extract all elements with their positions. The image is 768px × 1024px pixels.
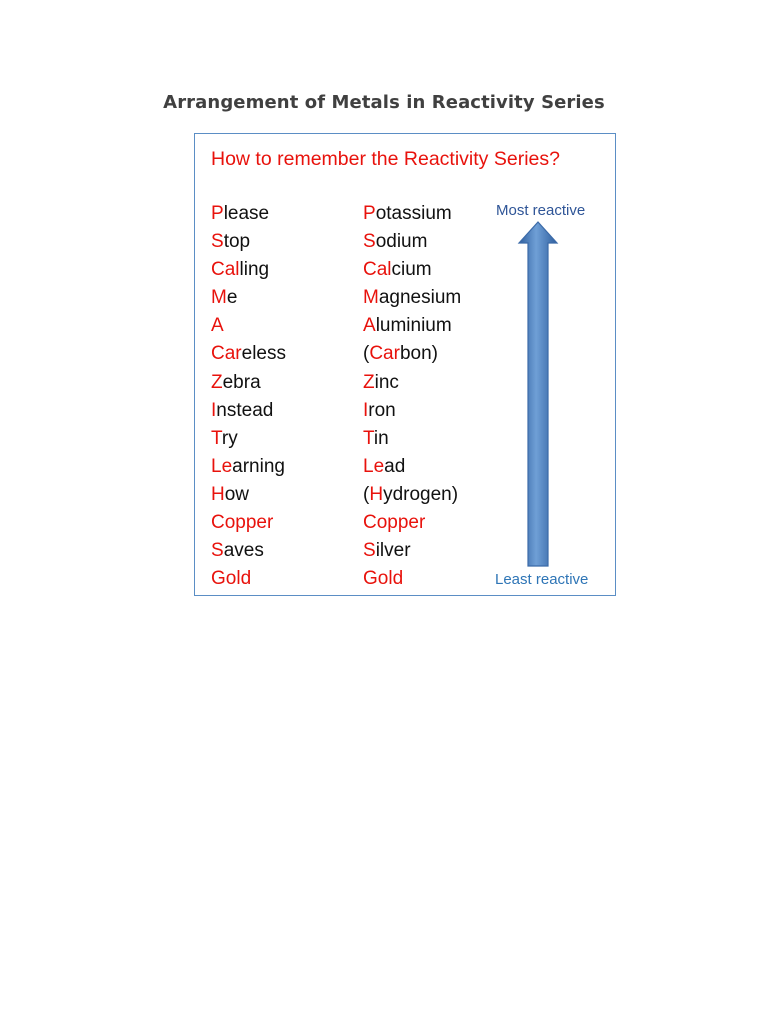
metal-prefix: ( bbox=[363, 343, 370, 365]
mnemonic-rest: ow bbox=[224, 483, 250, 505]
mnemonic-row bbox=[211, 228, 286, 256]
mnemonic-highlight: I bbox=[211, 399, 217, 421]
mnemonic-row bbox=[211, 425, 286, 453]
mnemonic-column bbox=[211, 200, 286, 593]
mnemonic-row bbox=[211, 200, 286, 228]
metal-highlight: Copper bbox=[363, 512, 426, 534]
mnemonic-rest: ling bbox=[239, 259, 270, 281]
metal-rest: agnesium bbox=[378, 287, 462, 309]
metal-highlight: T bbox=[363, 427, 374, 449]
metal-row bbox=[363, 397, 461, 425]
metal-highlight: Car bbox=[369, 343, 400, 365]
reactivity-card bbox=[194, 133, 616, 596]
metal-rest: ilver bbox=[375, 540, 411, 562]
card-heading: How to remember the Reactivity Series? bbox=[211, 148, 560, 170]
metal-row bbox=[363, 284, 461, 312]
mnemonic-highlight: P bbox=[211, 203, 224, 224]
metal-rest: cium bbox=[391, 259, 432, 281]
mnemonic-highlight: Copper bbox=[211, 512, 274, 534]
mnemonic-highlight: Car bbox=[211, 343, 242, 365]
metal-highlight: Z bbox=[363, 371, 375, 393]
metal-row bbox=[363, 228, 461, 256]
metal-row bbox=[363, 312, 461, 340]
metal-rest: inc bbox=[374, 371, 399, 393]
metal-row bbox=[363, 481, 461, 509]
mnemonic-highlight: Z bbox=[211, 371, 223, 393]
mnemonic-highlight: T bbox=[211, 427, 222, 449]
metal-prefix: ( bbox=[363, 483, 370, 505]
metal-rest: ron bbox=[368, 399, 396, 421]
mnemonic-row bbox=[211, 284, 286, 312]
metals-column bbox=[363, 200, 461, 593]
least-reactive-label: Least reactive bbox=[495, 571, 589, 588]
metal-rest: luminium bbox=[375, 315, 452, 337]
mnemonic-row bbox=[211, 509, 286, 537]
mnemonic-row bbox=[211, 565, 286, 593]
metal-row bbox=[363, 453, 461, 481]
mnemonic-rest: aves bbox=[223, 540, 264, 562]
mnemonic-row bbox=[211, 256, 286, 284]
reactivity-arrow-icon bbox=[515, 220, 561, 570]
mnemonic-rest: lease bbox=[223, 203, 270, 224]
metal-row bbox=[363, 369, 461, 397]
metal-rest: bon) bbox=[399, 343, 438, 365]
metal-highlight: Le bbox=[363, 455, 385, 477]
metal-highlight: Cal bbox=[363, 259, 392, 281]
mnemonic-rest: ebra bbox=[222, 371, 261, 393]
mnemonic-rest: eless bbox=[241, 343, 286, 365]
metal-highlight: M bbox=[363, 287, 379, 309]
mnemonic-rest: nstead bbox=[216, 399, 274, 421]
mnemonic-rest: e bbox=[226, 287, 238, 309]
mnemonic-row bbox=[211, 397, 286, 425]
metal-row bbox=[363, 537, 461, 565]
mnemonic-row bbox=[211, 369, 286, 397]
metal-row bbox=[363, 425, 461, 453]
metal-highlight: A bbox=[363, 315, 376, 337]
mnemonic-row bbox=[211, 340, 286, 368]
mnemonic-rest: arning bbox=[232, 455, 285, 477]
mnemonic-highlight: H bbox=[211, 483, 225, 505]
metal-row bbox=[363, 509, 461, 537]
metal-row bbox=[363, 200, 461, 228]
metal-rest: in bbox=[373, 427, 389, 449]
mnemonic-row bbox=[211, 481, 286, 509]
mnemonic-row bbox=[211, 453, 286, 481]
metal-rest: ydrogen) bbox=[383, 483, 459, 505]
mnemonic-rest: ry bbox=[221, 427, 238, 449]
metal-highlight: S bbox=[363, 540, 376, 562]
mnemonic-highlight: A bbox=[211, 315, 224, 337]
most-reactive-label: Most reactive bbox=[496, 202, 586, 219]
metal-highlight: S bbox=[363, 231, 376, 253]
metal-rest: otassium bbox=[375, 203, 452, 224]
mnemonic-highlight: Gold bbox=[211, 568, 252, 590]
mnemonic-row bbox=[211, 537, 286, 565]
metal-rest: odium bbox=[375, 231, 428, 253]
mnemonic-highlight: M bbox=[211, 287, 227, 309]
metal-highlight: P bbox=[363, 203, 376, 224]
metal-row bbox=[363, 565, 461, 593]
metal-row bbox=[363, 256, 461, 284]
mnemonic-rest: top bbox=[223, 231, 251, 253]
mnemonic-highlight: S bbox=[211, 540, 224, 562]
mnemonic-highlight: S bbox=[211, 231, 224, 253]
metal-highlight: I bbox=[363, 399, 369, 421]
mnemonic-highlight: Le bbox=[211, 455, 233, 477]
mnemonic-row bbox=[211, 312, 286, 340]
mnemonic-highlight: Cal bbox=[211, 259, 240, 281]
metal-highlight: H bbox=[369, 483, 384, 505]
metal-highlight: Gold bbox=[363, 568, 404, 590]
page-title: Arrangement of Metals in Reactivity Series bbox=[163, 92, 605, 113]
metal-row bbox=[363, 340, 461, 368]
metal-rest: ad bbox=[384, 455, 406, 477]
